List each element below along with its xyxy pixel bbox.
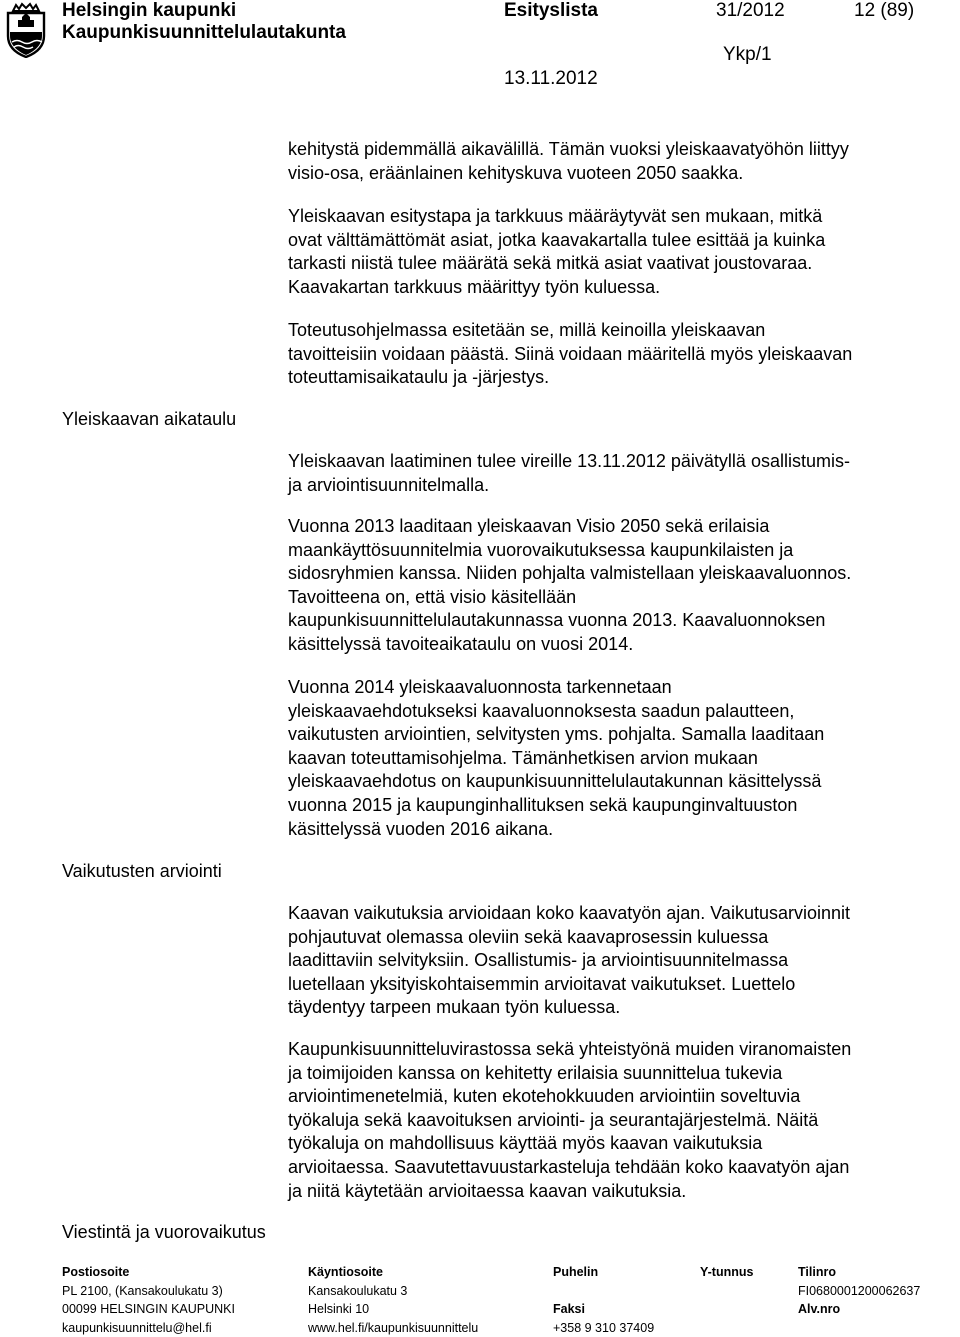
paragraph-3 <box>288 319 948 390</box>
footer-label: Puhelin <box>553 1263 654 1282</box>
paragraph-line: toteuttamisaikataulu ja -järjestys. <box>288 366 948 390</box>
paragraph-line: arvioitaessa. Saavutettavuustarkasteluja tehdään koko kaavatyön ajan <box>288 1156 948 1180</box>
paragraph-1 <box>288 138 948 185</box>
paragraph-line: käsittelyssä tavoiteaikataulu on vuosi 2014. <box>288 633 948 657</box>
paragraph-8 <box>288 1038 948 1203</box>
board-name: Kaupunkisuunnittelulautakunta <box>62 22 346 44</box>
footer-label: Alv.nro <box>798 1300 920 1319</box>
paragraph-line: Kaupunkisuunnitteluvirastossa sekä yhteistyönä muiden viranomaisten <box>288 1038 948 1062</box>
page-number: 12 (89) <box>854 0 914 22</box>
footer-value: 00099 HELSINGIN KAUPUNKI <box>62 1300 235 1319</box>
footer-account <box>798 1263 920 1319</box>
footer-postal-address <box>62 1263 235 1337</box>
footer-value: Kansakoulukatu 3 <box>308 1282 478 1301</box>
paragraph-line: työkaluja on mahdollisuus käyttää myös kaavan vaikutuksia <box>288 1132 948 1156</box>
sidebar-heading-viestinta: Viestintä ja vuorovaikutus <box>62 1221 266 1243</box>
paragraph-4 <box>288 450 948 497</box>
footer-fax-value: +358 9 310 37409 <box>553 1319 654 1337</box>
paragraph-line: Yleiskaavan esitystapa ja tarkkuus määräytyvät sen mukaan, mitkä <box>288 205 948 229</box>
document-type: Esityslista <box>504 0 598 22</box>
paragraph-2 <box>288 205 948 299</box>
paragraph-line: käsittelyssä vuoden 2016 aikana. <box>288 818 948 842</box>
paragraph-line: ja niitä käytetään arvioitaessa kaavan vaikutuksia. <box>288 1180 948 1204</box>
sidebar-heading-vaikutusten-arviointi: Vaikutusten arviointi <box>62 860 222 882</box>
paragraph-line: Kaavakartan tarkkuus määrittyy työn kuluessa. <box>288 276 948 300</box>
paragraph-line: Toteutusohjelmassa esitetään se, millä keinoilla yleiskaavan <box>288 319 948 343</box>
footer-account-value: FI0680001200062637 <box>798 1282 920 1301</box>
footer-label: Y-tunnus <box>700 1263 753 1282</box>
paragraph-line: pohjautuvat olemassa oleviin sekä kaavaprosessin kuluessa <box>288 926 948 950</box>
footer-label: Tilinro <box>798 1263 920 1282</box>
footer-label: Faksi <box>553 1300 654 1319</box>
paragraph-line: tavoitteisiin voidaan päästä. Siinä voidaan määritellä myös yleiskaavan <box>288 343 948 367</box>
footer-value: Helsinki 10 <box>308 1300 478 1319</box>
footer-label: Postiosoite <box>62 1263 235 1282</box>
paragraph-line: Yleiskaavan laatiminen tulee vireille 13.11.2012 päivätyllä osallistumis- <box>288 450 948 474</box>
paragraph-line: vaikutusten arviointien, selvitysten yms. pohjalta. Samalla laaditaan <box>288 723 948 747</box>
paragraph-line: kaavan toteuttamisohjelma. Tämänhetkisen arvion mukaan <box>288 747 948 771</box>
footer-website: www.hel.fi/kaupunkisuunnittelu <box>308 1319 478 1337</box>
paragraph-line: ovat välttämättömät asiat, jotka kaavakartalla tulee esittää ja kuinka <box>288 229 948 253</box>
paragraph-7 <box>288 902 948 1020</box>
meeting-date: 13.11.2012 <box>504 68 598 90</box>
footer-value: PL 2100, (Kansakoulukatu 3) <box>62 1282 235 1301</box>
paragraph-line: Vuonna 2014 yleiskaavaluonnosta tarkennetaan <box>288 676 948 700</box>
paragraph-line: arviointimenetelmiä, kuten ekotehokkuuden arviointiin soveltuvia <box>288 1085 948 1109</box>
paragraph-line: visio-osa, eräänlainen kehityskuva vuoteen 2050 saakka. <box>288 162 948 186</box>
paragraph-line: ja arviointisuunnitelmalla. <box>288 474 948 498</box>
footer-phone <box>553 1263 654 1337</box>
paragraph-line: yleiskaavaehdotus on kaupunkisuunnittelulautakunnan käsittelyssä <box>288 770 948 794</box>
footer-visiting-address <box>308 1263 478 1337</box>
helsinki-coat-of-arms-logo <box>4 2 48 58</box>
paragraph-line: tarkasti niistä tulee määrätä sekä mitkä asiat vaativat joustovaraa. <box>288 252 948 276</box>
org-name: Helsingin kaupunki <box>62 0 236 22</box>
paragraph-6 <box>288 676 948 841</box>
item-id: Ykp/1 <box>723 44 772 66</box>
footer-email: kaupunkisuunnittelu@hel.fi <box>62 1319 235 1337</box>
paragraph-line: kehitystä pidemmällä aikavälillä. Tämän vuoksi yleiskaavatyöhön liittyy <box>288 138 948 162</box>
paragraph-line: vuonna 2015 ja kaupunginhallituksen sekä kaupunginvaltuuston <box>288 794 948 818</box>
footer-label: Käyntiosoite <box>308 1263 478 1282</box>
paragraph-5 <box>288 515 948 657</box>
document-number: 31/2012 <box>716 0 785 22</box>
footer-business-id <box>700 1263 753 1282</box>
footer-empty <box>553 1282 654 1301</box>
paragraph-line: Vuonna 2013 laaditaan yleiskaavan Visio 2050 sekä erilaisia <box>288 515 948 539</box>
sidebar-heading-aikataulu: Yleiskaavan aikataulu <box>62 408 236 430</box>
paragraph-line: kaupunkisuunnittelulautakunnassa vuonna 2013. Kaavaluonnoksen <box>288 609 948 633</box>
paragraph-line: sidosryhmien kanssa. Niiden pohjalta valmistellaan yleiskaavaluonnos. <box>288 562 948 586</box>
paragraph-line: Tavoitteena on, että visio käsitellään <box>288 586 948 610</box>
paragraph-line: maankäyttösuunnitelmia vuorovaikutuksessa kaupunkilaisten ja <box>288 539 948 563</box>
paragraph-line: luetellaan yksityiskohtaisemmin arvioitavat vaikutukset. Luettelo <box>288 973 948 997</box>
paragraph-line: ja toimijoiden kanssa on kehitetty erilaisia suunnittelua tukevia <box>288 1062 948 1086</box>
paragraph-line: Kaavan vaikutuksia arvioidaan koko kaavatyön ajan. Vaikutusarvioinnit <box>288 902 948 926</box>
paragraph-line: työkaluja sekä kaavoituksen arviointi- ja seurantajärjestelmä. Näitä <box>288 1109 948 1133</box>
paragraph-line: yleiskaavaehdotukseksi kaavaluonnoksesta saadun palautteen, <box>288 700 948 724</box>
paragraph-line: täydentyy tarpeen mukaan työn kuluessa. <box>288 996 948 1020</box>
paragraph-line: laadittaviin selvityksiin. Osallistumis- ja arviointisuunnitelmassa <box>288 949 948 973</box>
